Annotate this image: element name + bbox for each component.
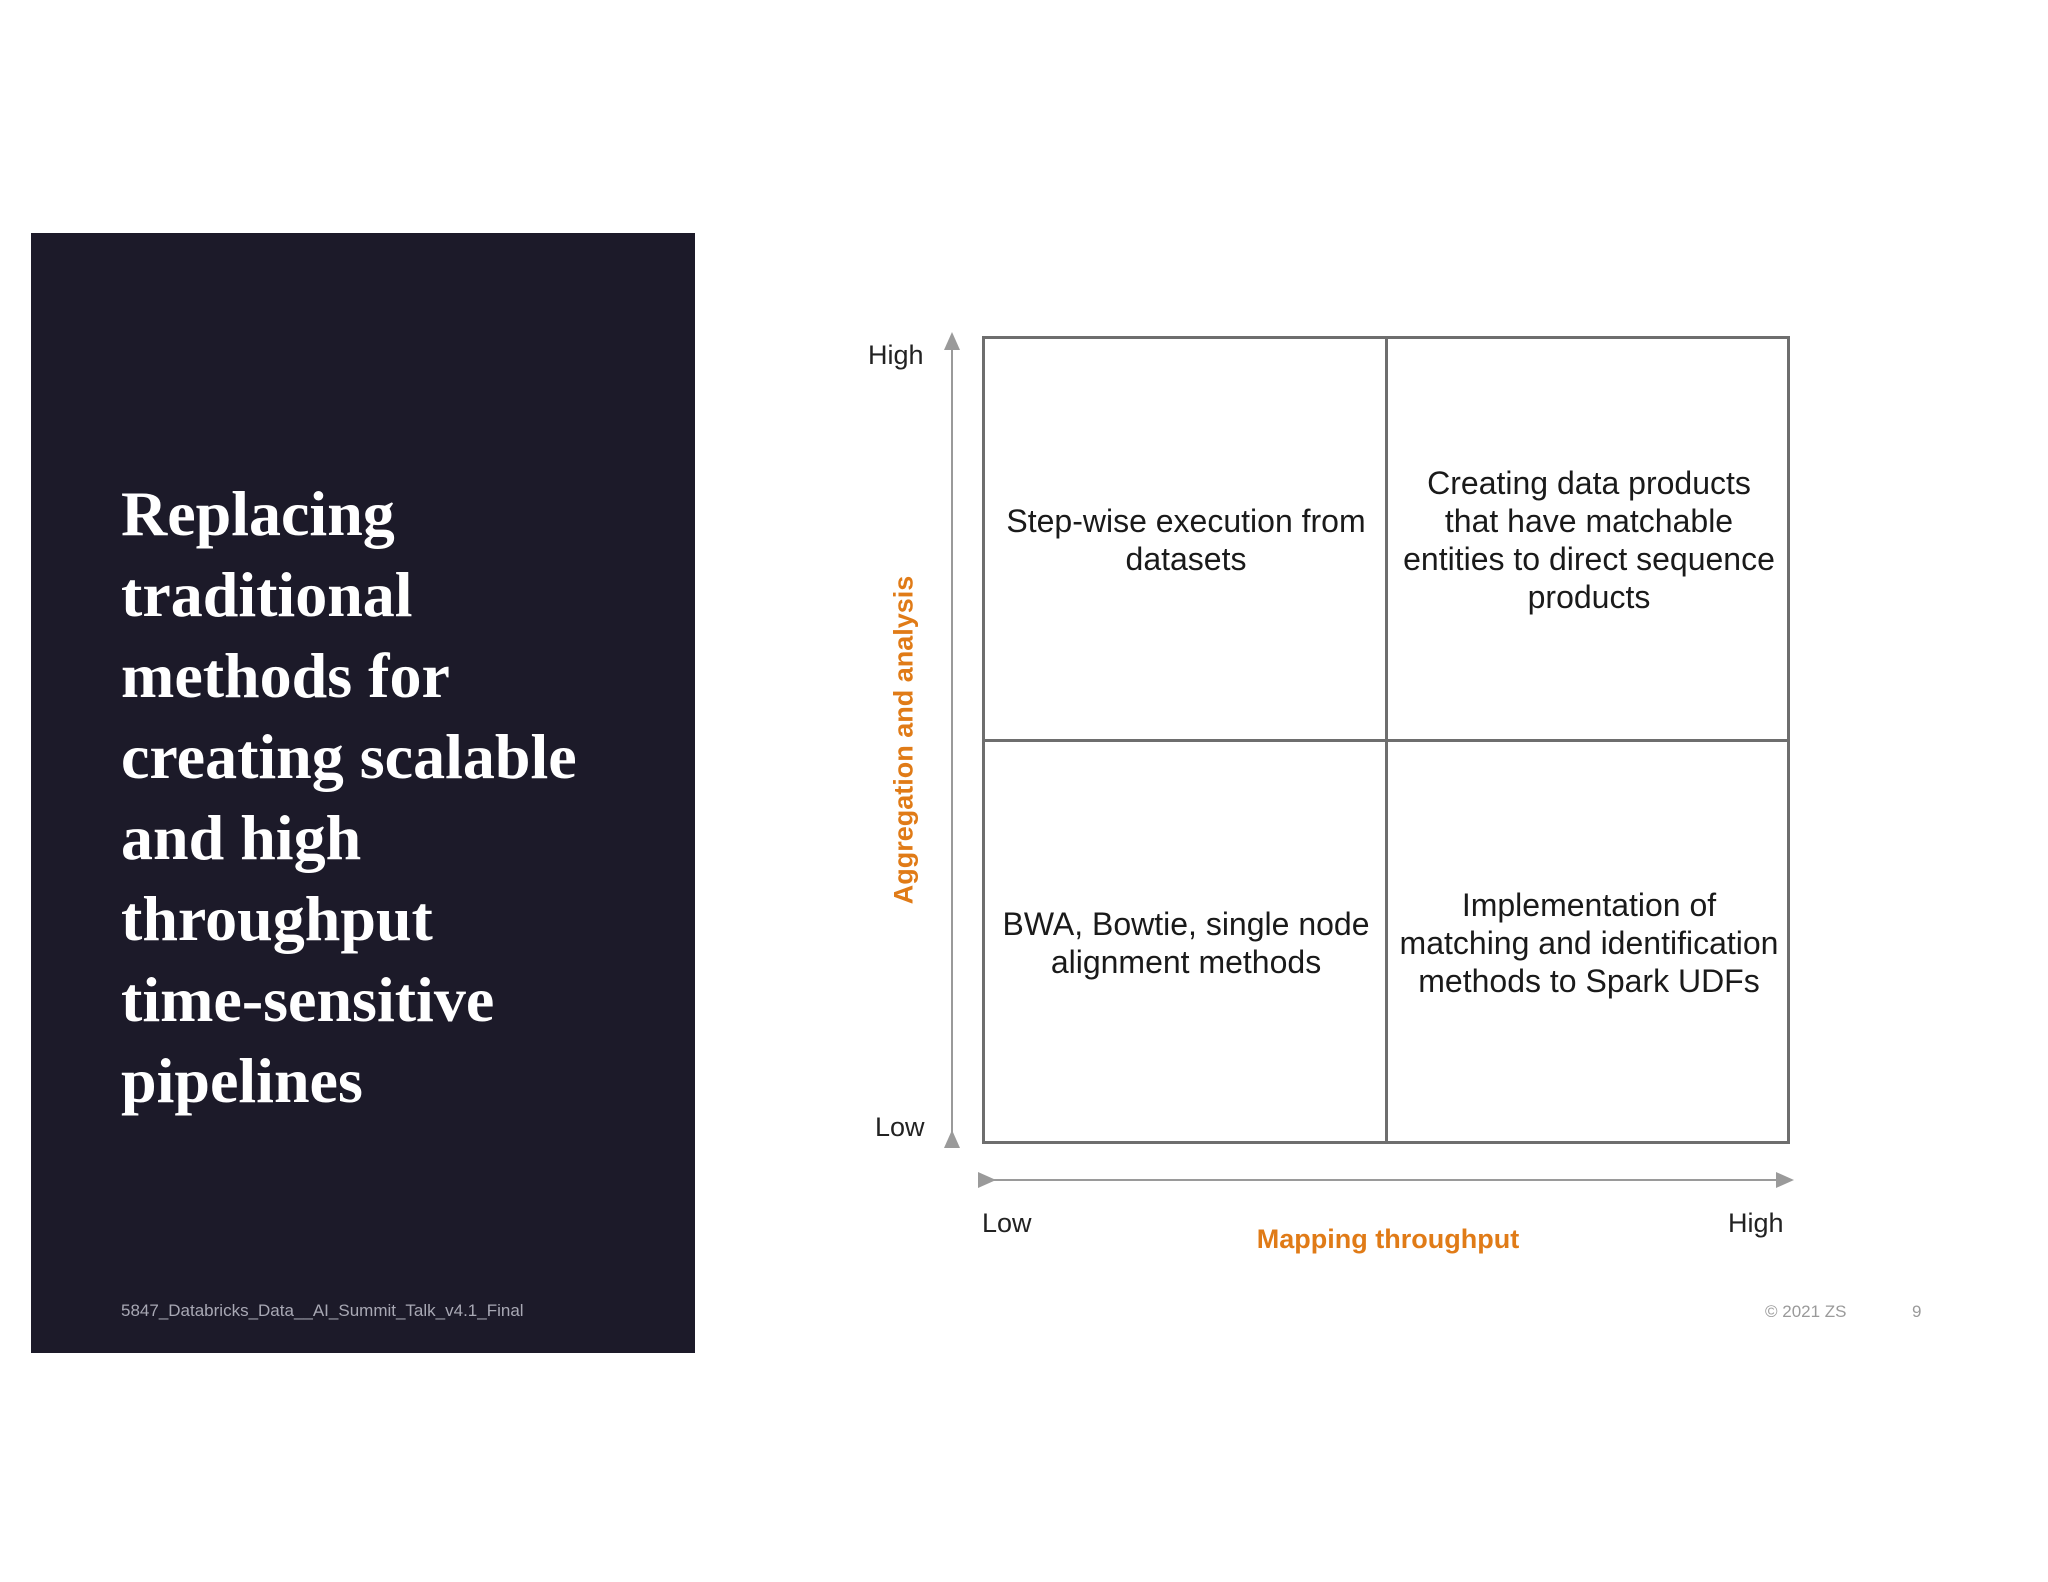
slide-title-line: pipelines	[121, 1045, 363, 1116]
slide-title-line: time-sensitive	[121, 964, 495, 1035]
slide-title-line: throughput	[121, 883, 433, 954]
x-axis-high-label: High	[1728, 1208, 1784, 1238]
x-axis-low-label: Low	[982, 1208, 1032, 1238]
y-axis-high-label: High	[868, 340, 924, 370]
page-number: 9	[1912, 1302, 1922, 1321]
slide-title-line: methods for	[121, 640, 450, 711]
quadrant-bottom-right-text: Implementation of matching and identification methods to Spark UDFs	[1399, 887, 1779, 999]
y-axis-low-label: Low	[875, 1112, 925, 1142]
quadrant-bottom-left-text: BWA, Bowtie, single node alignment methods	[1002, 906, 1370, 980]
copyright-footer: © 2021 ZS	[1765, 1302, 1847, 1321]
quadrant-bottom-left	[985, 742, 1387, 1144]
slide-title-line: and high	[121, 802, 362, 873]
two-by-two-matrix	[982, 336, 1790, 1144]
slide-title-line: traditional	[121, 559, 413, 630]
y-axis-title: Aggregation and analysis	[888, 575, 919, 905]
x-axis-title: Mapping throughput	[1256, 1224, 1520, 1254]
quadrant-top-right-text: Creating data products that have matchable entities to direct sequence products	[1403, 465, 1775, 615]
file-name-footer: 5847_Databricks_Data__AI_Summit_Talk_v4.1_Final	[121, 1301, 524, 1320]
quadrant-bottom-right	[1388, 742, 1790, 1144]
quadrant-top-left-text: Step-wise execution from datasets	[1006, 503, 1366, 577]
slide-title-line: Replacing	[121, 478, 395, 549]
quadrant-top-right	[1388, 339, 1790, 741]
quadrant-top-left	[985, 339, 1387, 741]
slide-title-line: creating scalable	[121, 721, 577, 792]
